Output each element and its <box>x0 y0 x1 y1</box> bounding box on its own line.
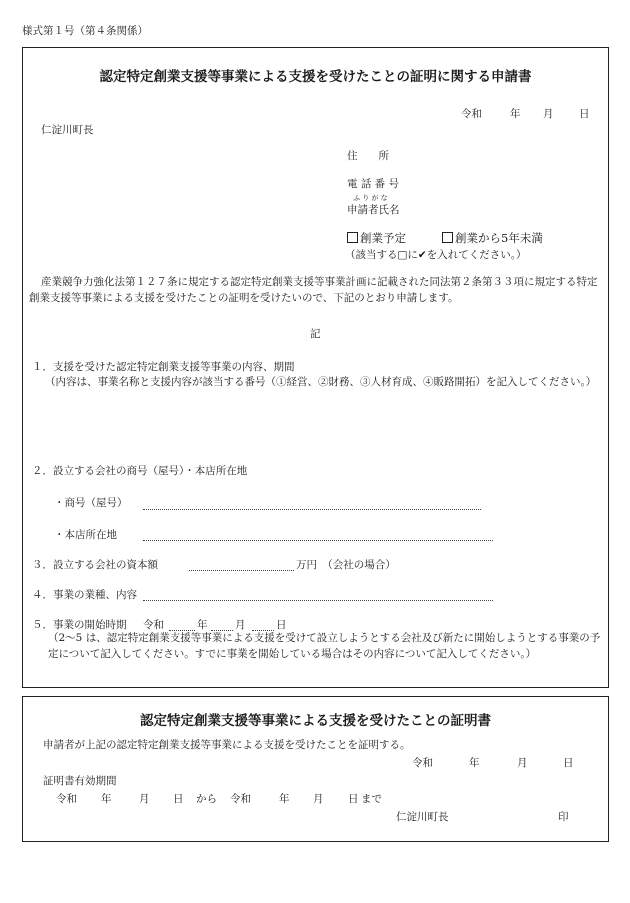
form-id: 様式第１号（第４条関係） <box>22 25 148 37</box>
item5-title: ５．事業の開始時期 <box>32 619 127 631</box>
option-under-5-years[interactable] <box>442 230 543 246</box>
item1-title: １．支援を受けた認定特定創業支援等事業の内容、期間 <box>32 361 295 373</box>
certificate-date-month: 月 <box>517 757 528 769</box>
addressee: 仁淀川町長 <box>41 124 94 136</box>
item5-month: 月 <box>235 619 246 631</box>
application-date-era: 令和 <box>461 108 482 120</box>
item2-trade-name-label: ・商号（屋号） <box>54 497 128 509</box>
checkbox-icon[interactable] <box>347 232 358 243</box>
certificate-form <box>22 696 609 842</box>
seal-mark: 印 <box>558 811 569 823</box>
validity-month-to: 月 <box>313 793 324 805</box>
applicant-name-label: 申請者氏名 <box>347 204 400 216</box>
application-date-month: 月 <box>543 108 554 120</box>
checkbox-icon[interactable] <box>442 232 453 243</box>
validity-day-to: 日 <box>348 793 359 805</box>
validity-era-from: 令和 <box>56 793 77 805</box>
application-date-day: 日 <box>579 108 590 120</box>
validity-year-from: 年 <box>101 793 112 805</box>
certificate-date-day: 日 <box>563 757 574 769</box>
intro-text: 産業競争力強化法第１２７条に規定する認定特定創業支援等事業計画に記載された同法第２条第３３項に規定する特定創業支援等事業による支援を受けたことの証明を受けたいので、下記のとおり申請します。 <box>29 276 598 304</box>
item1-note: （内容は、事業名称と支援内容が該当する番号（①経営、②財務、③人材育成、④販路開拓）を記入してください。） <box>45 376 597 388</box>
address-label: 住 所 <box>347 150 389 162</box>
name-ruby: ふ り が な <box>353 194 388 202</box>
application-form <box>22 47 609 688</box>
validity-from: から <box>196 793 217 805</box>
certificate-title: 認定特定創業支援等事業による支援を受けたことの証明書 <box>140 713 491 729</box>
item5-year: 年 <box>197 619 208 631</box>
item5-note: （2～5 は、認定特定創業支援等事業による支援を受けて設立しようとする会社及び新たに開始しようとする事業の予定について記入してください。すでに事業を開始している場合はその内容について記入してください。） <box>48 632 601 660</box>
certificate-date-year: 年 <box>469 757 480 769</box>
item5-era: 令和 <box>143 619 164 631</box>
item4-title: ４．事業の業種、内容 <box>32 589 137 601</box>
hq-input-line[interactable] <box>143 540 493 541</box>
validity-day-from: 日 <box>173 793 184 805</box>
capital-input-line[interactable] <box>189 570 294 571</box>
item2-title: ２．設立する会社の商号（屋号）・本店所在地 <box>32 465 248 477</box>
application-title: 認定特定創業支援等事業による支援を受けたことの証明に関する申請書 <box>99 69 532 85</box>
validity-until: まで <box>361 793 382 805</box>
trade-name-input-line[interactable] <box>143 509 481 510</box>
issuer: 仁淀川町長 <box>396 811 449 823</box>
validity-era-to: 令和 <box>230 793 251 805</box>
application-date-year: 年 <box>510 108 521 120</box>
certificate-date-era: 令和 <box>412 757 433 769</box>
option-under-5-years-label: 創業から5年未満 <box>455 231 543 245</box>
item3-unit: 万円 （会社の場合） <box>296 559 396 571</box>
validity-month-from: 月 <box>139 793 150 805</box>
option-startup-planned[interactable] <box>347 230 406 246</box>
ki-label: 記 <box>310 328 321 340</box>
certificate-statement: 申請者が上記の認定特定創業支援等事業による支援を受けたことを証明する。 <box>43 739 411 751</box>
option-note: （該当する□に✔を入れてください。） <box>345 249 527 261</box>
item5-day: 日 <box>276 619 287 631</box>
option-startup-planned-label: 創業予定 <box>360 231 406 245</box>
business-input-line[interactable] <box>143 600 493 601</box>
phone-label: 電 話 番 号 <box>347 178 400 190</box>
validity-year-to: 年 <box>279 793 290 805</box>
item2-hq-label: ・本店所在地 <box>54 529 117 541</box>
validity-label: 証明書有効期間 <box>43 775 117 787</box>
item3-title: ３．設立する会社の資本額 <box>32 559 158 571</box>
